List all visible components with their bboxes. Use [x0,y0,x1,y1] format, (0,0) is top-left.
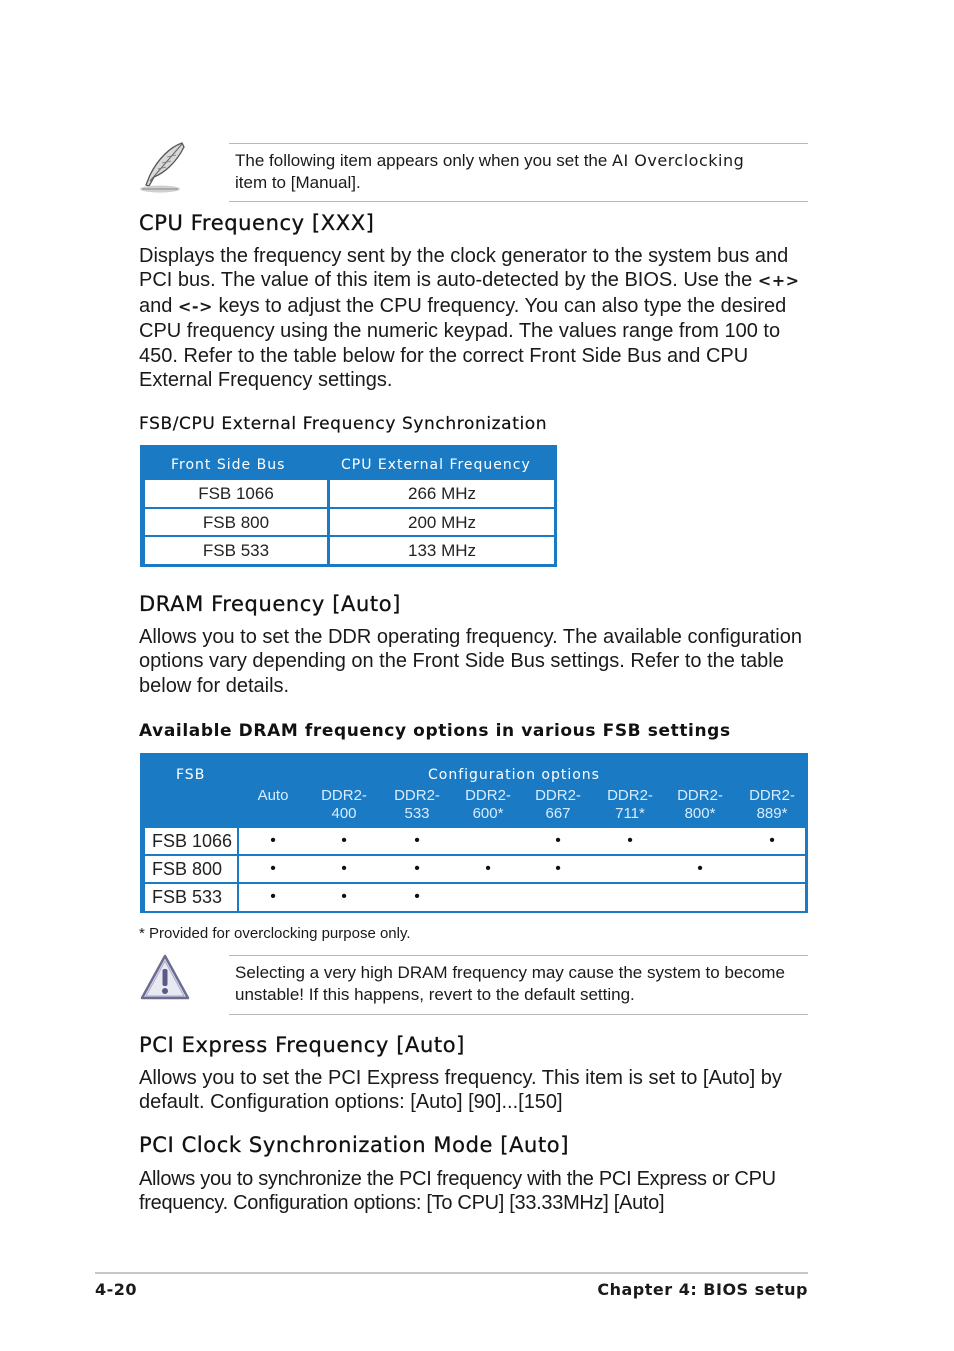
pci-clock-line-1: Allows you to synchronize the PCI frequency with the PCI Express or CPU [139,1168,776,1190]
cpu-line-3-text-a: and [139,294,178,317]
pcie-description [139,1066,819,1115]
pcie-frequency-heading: PCI Express Frequency [Auto] [139,1033,465,1057]
caution-line-2: unstable! If this happens, revert to the default setting. [235,985,635,1004]
cpu-line-3 [139,294,819,319]
dram-option-mark: • [414,888,420,905]
dram-option-mark: • [270,860,276,877]
pci-clock-description [139,1167,819,1216]
pci-clock-line-2: frequency. Configuration options: [To CPU] [33.33MHz] [Auto] [139,1192,665,1215]
dram-option-mark: • [414,860,420,877]
dram-option-mark: • [697,860,703,877]
dram-row-options-0 [239,828,805,854]
pci-clock-sync-heading: PCI Clock Synchronization Mode [Auto] [139,1133,570,1157]
dram-row-fsb-0: FSB 1066 [145,828,237,854]
cpu-frequency-description [139,244,819,392]
dram-line-1: Allows you to set the DDR operating frequency. The available configuration [139,626,802,648]
sync-header-fsb: Front Side Bus [171,457,286,473]
key-plus: <+> [757,271,800,291]
dram-option-mark: • [270,888,276,905]
dram-option-mark: • [627,832,633,849]
dram-options-table [140,753,808,913]
dram-option-header-4: DDR2- 667 [535,787,581,822]
dram-option-header-1: DDR2- 400 [321,787,367,822]
dram-option-mark: • [341,860,347,877]
dram-row-fsb-2: FSB 533 [145,884,237,911]
pcie-line-2: default. Configuration options: [Auto] [90]...[150] [139,1091,563,1114]
cpu-line-3-text-b: keys to adjust the CPU frequency. You can also type the desired [212,294,787,317]
sync-cell-cpu-1: 266 MHz [330,480,554,507]
dram-header-config: Configuration options [428,767,600,783]
feather-note-icon [136,139,194,195]
note-text-after: item to [Manual]. [235,173,361,192]
caution-line-1: Selecting a very high DRAM frequency may cause the system to become [235,963,785,982]
dram-option-header-0: Auto [257,787,289,804]
dram-option-header-7: DDR2- 889* [749,787,795,822]
caution-text [235,962,807,1006]
dram-row-fsb-1: FSB 800 [145,856,237,882]
cpu-line-5: 450. Refer to the table below for the correct Front Side Bus and CPU [139,344,749,367]
dram-option-mark: • [414,832,420,849]
cpu-line-2-text: PCI bus. The value of this item is auto-detected by the BIOS. Use the [139,269,758,292]
dram-option-mark: • [485,860,491,877]
cpu-line-4: CPU frequency using the numeric keypad. The values range from 100 to [139,320,781,343]
cpu-frequency-heading: CPU Frequency [XXX] [139,211,375,235]
fsb-cpu-sync-table [140,445,557,567]
dram-table-title: Available DRAM frequency options in various FSB settings [139,721,731,741]
key-minus: <-> [177,296,213,316]
dram-footnote: * Provided for overclocking purpose only. [139,925,411,942]
dram-row-options-2 [239,884,805,911]
dram-line-2: options vary depending on the Front Side Bus settings. Refer to the table [139,650,784,673]
dram-option-mark: • [555,832,561,849]
cpu-line-6: External Frequency settings. [139,369,393,392]
dram-option-mark: • [555,860,561,877]
dram-option-header-3: DDR2- 600* [465,787,511,822]
note-highlight: AI Overclocking [612,151,745,170]
dram-frequency-heading: DRAM Frequency [Auto] [139,592,401,616]
pcie-line-1: Allows you to set the PCI Express frequency. This item is set to [Auto] by [139,1067,782,1089]
dram-option-header-2: DDR2- 533 [394,787,440,822]
sync-cell-cpu-2: 200 MHz [330,509,554,535]
cpu-line-1: Displays the frequency sent by the clock generator to the system bus and [139,245,789,267]
dram-option-header-5: DDR2- 711* [607,787,653,822]
dram-option-mark: • [769,832,775,849]
dram-header-fsb: FSB [176,767,206,783]
note-text-before: The following item appears only when you set the [235,151,613,170]
sync-table-header [143,448,554,479]
footer-rule [95,1272,808,1274]
dram-option-header-6: DDR2- 800* [677,787,723,822]
cpu-line-2 [139,268,819,293]
sync-cell-fsb-2: FSB 800 [145,509,327,535]
dram-frequency-description [139,625,819,698]
dram-option-mark: • [341,888,347,905]
sync-cell-cpu-3: 133 MHz [330,537,554,564]
dram-line-3: below for details. [139,674,290,697]
caution-top-rule [229,955,808,956]
note-text [235,150,807,194]
sync-table-title: FSB/CPU External Frequency Synchronization [139,414,548,434]
footer-chapter: Chapter 4: BIOS setup [597,1280,808,1299]
footer-page-number: 4-20 [95,1280,138,1299]
dram-row-options-1 [239,856,805,882]
dram-option-mark: • [270,832,276,849]
sync-cell-fsb-1: FSB 1066 [145,480,327,507]
sync-cell-fsb-3: FSB 533 [145,537,327,564]
note-bottom-rule [229,201,808,202]
dram-option-mark: • [341,832,347,849]
note-top-rule [229,143,808,144]
warning-triangle-icon [139,953,191,1003]
sync-header-cpu: CPU External Frequency [341,457,531,473]
caution-bottom-rule [229,1014,808,1015]
